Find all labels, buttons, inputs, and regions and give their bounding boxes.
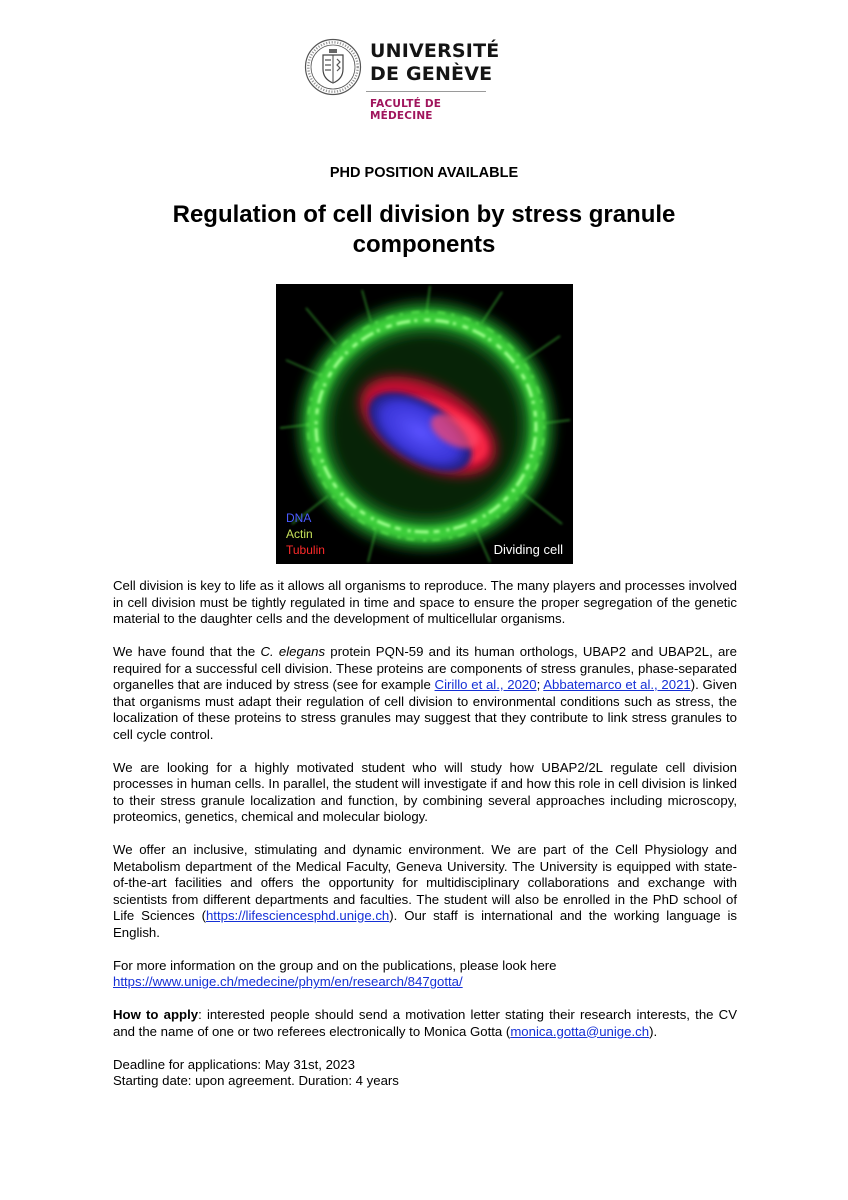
legend-tubulin: Tubulin [286,543,325,557]
legend-dna: DNA [286,511,312,525]
paragraph-more-info [113,958,737,991]
paragraph-how-to-apply [113,1007,737,1040]
more-info-text: For more information on the group and on the publications, please look here [113,957,557,973]
findings-text-a: We have found that the [113,644,261,659]
paragraph-findings [113,644,737,743]
paragraph-intro: Cell division is key to life as it allows all organisms to reproduce. The many players and processes involved in cell division must be tightly regulated in time and space to ensure the proper segregation of the genetic material to the daughter cells and the development of multicellular organisms. [113,578,737,626]
reference-separator: ; [536,677,544,692]
species-name: C. elegans [260,644,326,659]
body-text [113,578,737,1106]
environment-text-b: ). Our staff is international and the working language is English. [113,908,737,940]
page-title: Regulation of cell division by stress granule components [172,201,676,258]
logo-divider [366,91,486,92]
how-to-apply-text-b: ). [649,1023,658,1039]
how-to-apply-label: How to apply [113,1007,199,1022]
starting-date-text: Starting date: upon agreement. Duration: 4 years [113,1073,399,1088]
figure-legend [286,510,325,558]
findings-text-b: protein PQN-59 and its human orthologs, UBAP2 and UBAP2L, are required for a successful cell division. These proteins are components of stress granules, phase-separated organelles that are induced by stress (see for example [113,644,738,692]
faculty-name: FACULTÉ DE MÉDECINE [370,98,442,122]
university-logo [304,38,500,122]
how-to-apply-text-a: : interested people should send a motivation letter stating their research interests, the CV and the name of one or two referees electronically to Monica Gotta ( [113,1007,737,1039]
group-website-link[interactable]: https://www.unige.ch/medecine/phym/en/research/847gotta/ [113,974,463,989]
university-name-line2: DE GENÈVE [370,63,493,85]
legend-actin: Actin [286,527,313,541]
position-kicker: PHD POSITION AVAILABLE [329,165,519,181]
phd-school-link[interactable]: https://lifesciencesphd.unige.ch [205,908,390,923]
contact-email-link[interactable]: monica.gotta@unige.ch [510,1023,650,1039]
figure-caption: Dividing cell [493,542,563,557]
university-name [370,40,499,86]
paragraph-environment [113,842,737,941]
university-name-line1: UNIVERSITÉ [370,40,500,62]
reference-link-abbatemarco[interactable]: Abbatemarco et al., 2021 [543,677,691,692]
university-seal-icon [304,38,362,96]
microscopy-figure [276,284,573,564]
paragraph-dates [113,1057,737,1090]
findings-text-c: ). Given that organisms must adapt their regulation of cell division to environmental conditions such as stress, the localization of these proteins to stress granules may suggest that they contribute to link stress granules to cell cycle control. [113,677,737,742]
reference-link-cirillo[interactable]: Cirillo et al., 2020 [434,677,537,692]
paragraph-student: We are looking for a highly motivated student who will study how UBAP2/2L regulate cell division processes in human cells. In parallel, the student will investigate if and how this role in cell division is linked to their stress granule localization and function, by combining several approaches including microscopy, proteomics, genetics, chemical and molecular biology. [113,759,737,824]
deadline-text: Deadline for applications: May 31st, 2023 [113,1056,355,1072]
environment-text-a: We offer an inclusive, stimulating and dynamic environment. We are part of the Cell Physiology and Metabolism department of the Medical Faculty, Geneva University. The University is equipped with state-of-the-art facilities and offers the opportunity for multidisciplinary collaborations and exchange with scientists from different departments and faculties. The student will also be enrolled in the PhD school of Life Sciences ( [113,842,737,923]
